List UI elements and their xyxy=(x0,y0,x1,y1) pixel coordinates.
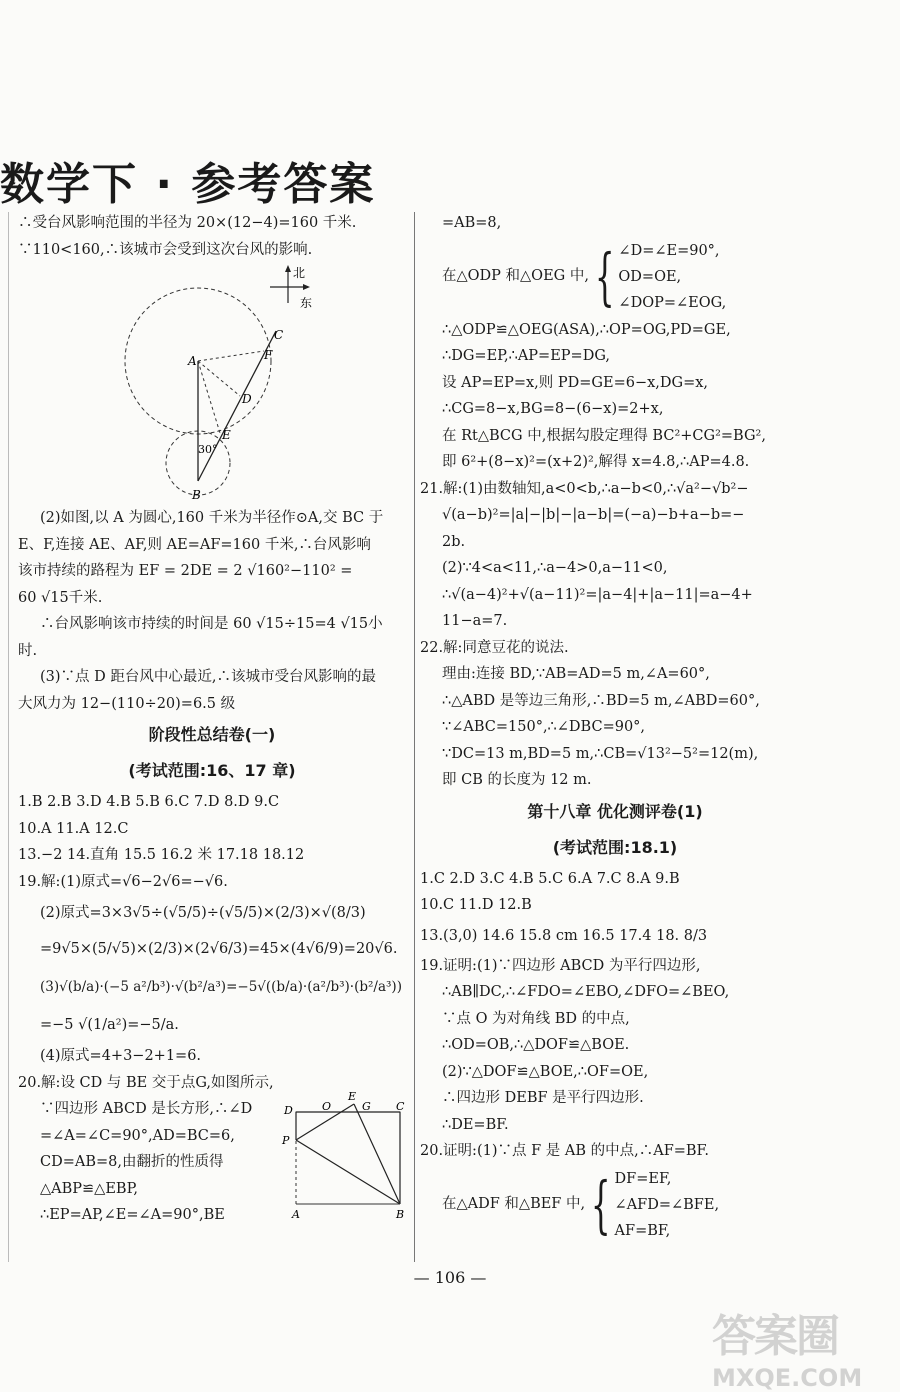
text-line: (2)∵4<a<11,∴a−4>0,a−11<0, xyxy=(442,560,668,576)
equation: ∠D=∠E=90°, xyxy=(618,242,720,259)
text-line: ∴AB∥DC,∴∠FDO=∠EBO,∠DFO=∠BEO, xyxy=(442,984,730,1000)
text-line: 在△ADF 和△BEF 中, xyxy=(442,1196,586,1213)
watermark-logo xyxy=(712,1300,882,1392)
section-range: (考试范围:18.1) xyxy=(552,837,678,857)
angle-label: 30° xyxy=(198,443,218,456)
text-line: =AB=8, xyxy=(442,215,502,231)
left-column xyxy=(18,210,406,1230)
text-line: ∴√(a−4)²+√(a−11)²=|a−4|+|a−11|=a−4+ xyxy=(442,586,753,603)
point-d-label: D xyxy=(284,1103,293,1117)
rectangle-figure xyxy=(280,1090,410,1230)
watermark-url: MXQE.COM xyxy=(712,1364,863,1392)
text-line: ∴OD=OB,∴△DOF≌△BOE. xyxy=(442,1037,630,1053)
text-line: 设 AP=EP=x,则 PD=GE=6−x,DG=x, xyxy=(442,374,709,391)
brace: { xyxy=(590,1167,611,1241)
text-line: ∴△ABD 是等边三角形,∴BD=5 m,∠ABD=60°, xyxy=(442,692,760,709)
text-line: ∴CG=8−x,BG=8−(6−x)=2+x, xyxy=(442,401,664,417)
q20-block xyxy=(18,1070,406,1230)
point-p-label: P xyxy=(282,1133,290,1147)
page-number: — 106 — xyxy=(413,1268,487,1287)
text-line: ∵∠ABC=150°,∴∠DBC=90°, xyxy=(442,719,646,735)
text-line: 在 Rt△BCG 中,根据勾股定理得 BC²+CG²=BG², xyxy=(442,427,766,444)
text-line: 大风力为 12−(110÷20)=6.5 级 xyxy=(18,695,236,712)
text-line: ∴EP=AP,∠E=∠A=90°,BE xyxy=(40,1207,225,1223)
point-d-label: D xyxy=(242,392,252,406)
text-line: 60 √15千米. xyxy=(18,589,103,606)
text-line: (2)原式=3×3√5÷(√5/5)÷(√5/5)×(2/3)×√(8/3) xyxy=(40,905,366,921)
text-line: E、F,连接 AE、AF,则 AE=AF=160 千米,∴台风影响 xyxy=(18,536,371,553)
point-c-label: C xyxy=(396,1099,405,1113)
text-line: 22.解:同意豆花的说法. xyxy=(420,639,569,656)
text-line: ∴受台风影响范围的半径为 20×(12−4)=160 千米. xyxy=(18,215,357,231)
text-line: ∴台风影响该市持续的时间是 60 √15÷15=4 √15小 xyxy=(40,616,383,632)
text-line: ∴四边形 DEBF 是平行四边形. xyxy=(442,1090,644,1106)
system-equations xyxy=(420,1165,810,1245)
text-line: 20.证明:(1)∵点 F 是 AB 的中点,∴AF=BF. xyxy=(420,1143,709,1159)
text-line: =9√5×(5/√5)×(2/3)×(2√6/3)=45×(4√6/9)=20√6. xyxy=(40,941,398,957)
typhoon-figure xyxy=(18,263,398,505)
text-line: 19.解:(1)原式=√6−2√6=−√6. xyxy=(18,873,228,890)
text-line: ∵DC=13 m,BD=5 m,∴CB=√13²−5²=12(m), xyxy=(442,745,759,762)
text-line: =−5 √(1/a²)=−5/a. xyxy=(40,1017,179,1033)
text-line: (2)如图,以 A 为圆心,160 千米为半径作⊙A,交 BC 于 xyxy=(40,510,384,526)
equation: OD=OE, xyxy=(618,268,682,285)
point-b-label: B xyxy=(396,1207,405,1221)
point-a-label: A xyxy=(188,354,197,368)
system-equations xyxy=(420,237,810,317)
text-line: ∵四边形 ABCD 是长方形,∴∠D xyxy=(40,1101,253,1117)
equation: DF=EF, xyxy=(614,1170,672,1187)
mc-answers: 10.A 11.A 12.C xyxy=(18,820,129,837)
text-line: (3)√(b/a)·(−5 a²/b³)·√(b²/a³)=−5√((b/a)·(a²/b³)·(b²/a³)) xyxy=(40,979,402,995)
right-column xyxy=(420,210,810,1245)
text-line: =∠A=∠C=90°,AD=BC=6, xyxy=(40,1127,235,1144)
equation: AF=BF, xyxy=(614,1222,671,1239)
east-label: 东 xyxy=(300,296,313,310)
section-title: 阶段性总结卷(一) xyxy=(148,725,276,744)
section-title: 第十八章 优化测评卷(1) xyxy=(527,801,703,821)
point-o-label: O xyxy=(322,1099,332,1113)
section-range: (考试范围:16、17 章) xyxy=(128,761,296,780)
equation: ∠AFD=∠BFE, xyxy=(614,1196,720,1213)
column-divider xyxy=(414,212,415,1262)
north-label: 北 xyxy=(293,266,306,280)
page-header: 数学下 · 参考答案 xyxy=(0,159,376,210)
text-line: CD=AB=8,由翻折的性质得 xyxy=(40,1154,224,1170)
text-line: 即 6²+(8−x)²=(x+2)²,解得 x=4.8,∴AP=4.8. xyxy=(442,454,750,470)
point-e-label: E xyxy=(222,428,231,442)
text-line: 该市持续的路程为 EF = 2DE = 2 √160²−110² = xyxy=(18,563,353,579)
point-e-label: E xyxy=(348,1089,357,1103)
text-line: △ABP≌△EBP, xyxy=(40,1180,139,1197)
text-line: √(a−b)²=|a|−|b|−|a−b|=(−a)−b+a−b=− xyxy=(442,507,745,523)
text-line: (3)∵点 D 距台风中心最近,∴该城市受台风影响的最 xyxy=(40,669,376,685)
mc-answers: 10.C 11.D 12.B xyxy=(420,897,532,913)
left-margin-rule xyxy=(8,212,9,1262)
text-line: ∴DE=BF. xyxy=(442,1116,509,1133)
text-line: 2b. xyxy=(442,533,466,550)
text-line: 时. xyxy=(18,642,38,659)
point-g-label: G xyxy=(362,1099,371,1113)
text-line: ∵点 O 为对角线 BD 的中点, xyxy=(442,1010,630,1027)
equation: ∠DOP=∠EOG, xyxy=(618,294,727,311)
point-b-label: B xyxy=(192,488,201,502)
text-line: ∴△ODP≌△OEG(ASA),∴OP=OG,PD=GE, xyxy=(442,321,731,338)
text-line: 在△ODP 和△OEG 中, xyxy=(442,268,589,285)
fill-answers: 13.−2 14.直角 15.5 16.2 米 17.18 18.12 xyxy=(18,847,305,863)
text-line: (4)原式=4+3−2+1=6. xyxy=(40,1048,202,1064)
point-c-label: C xyxy=(274,328,284,342)
text-line: ∴DG=EP,∴AP=EP=DG, xyxy=(442,348,610,364)
mc-answers: 1.B 2.B 3.D 4.B 5.B 6.C 7.D 8.D 9.C xyxy=(18,794,280,810)
text-line: 11−a=7. xyxy=(442,613,508,629)
text-line: 理由:连接 BD,∵AB=AD=5 m,∠A=60°, xyxy=(442,666,710,682)
text-line: 即 CB 的长度为 12 m. xyxy=(442,772,592,788)
text-line: 21.解:(1)由数轴知,a<0<b,∴a−b<0,∴√a²−√b²− xyxy=(420,480,749,497)
point-f-label: F xyxy=(264,348,273,362)
mc-answers: 1.C 2.D 3.C 4.B 5.C 6.A 7.C 8.A 9.B xyxy=(420,870,680,887)
fill-answers: 13.(3,0) 14.6 15.8 cm 16.5 17.4 18. 8/3 xyxy=(420,927,708,944)
text-line: 19.证明:(1)∵四边形 ABCD 为平行四边形, xyxy=(420,957,701,974)
point-a-label: A xyxy=(292,1207,300,1221)
text-line: (2)∵△DOF≌△BOE,∴OF=OE, xyxy=(442,1063,649,1080)
text-line: 20.解:设 CD 与 BE 交于点G,如图所示, xyxy=(18,1074,274,1091)
watermark-text: 答案圈 xyxy=(712,1311,838,1362)
text-line: ∵110<160,∴该城市会受到这次台风的影响. xyxy=(18,241,313,258)
brace: { xyxy=(594,239,615,313)
